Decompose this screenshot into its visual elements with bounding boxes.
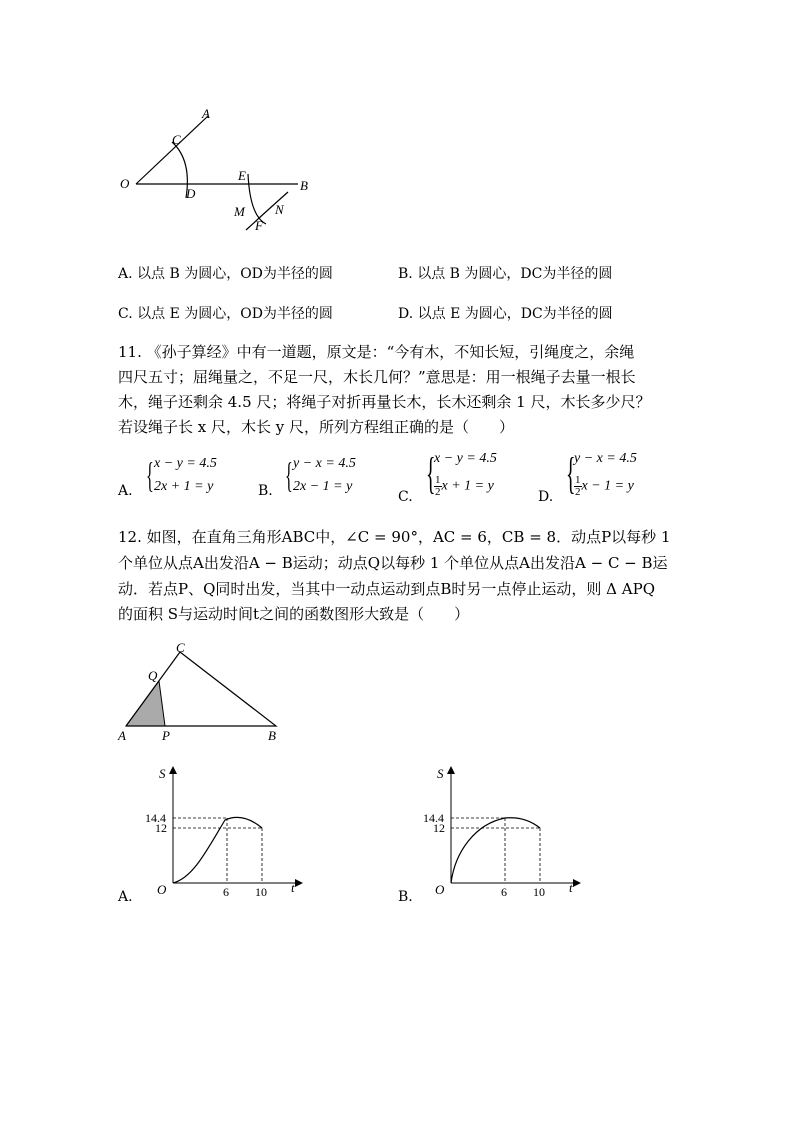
- graph-a-t-label: t: [291, 880, 295, 895]
- q10-option-a[interactable]: A. 以点 B 为圆心，OD为半径的圆: [118, 266, 333, 282]
- graph-b-xtick-6: 6: [501, 885, 507, 899]
- graph-b-t-label: t: [569, 880, 573, 895]
- graph-b-curve: [451, 818, 540, 883]
- graph-a-option-label[interactable]: A.: [118, 889, 133, 905]
- q12-line-2: 个单位从点A出发沿A − B运动；动点Q以每秒 1 个单位从点A出发沿A − C − B运: [118, 554, 668, 572]
- graph-a-y-arrow: [169, 766, 177, 774]
- q11-option-a-label[interactable]: A.: [118, 483, 133, 499]
- graph-a-origin: O: [157, 882, 167, 897]
- q12-line-4: 的面积 S与运动时间t之间的函数图形大致是（ ）: [118, 605, 470, 623]
- graph-b-ytick-144: 14.4: [423, 811, 444, 825]
- graph-a-curve: [173, 817, 262, 883]
- graph-a-xtick-10: 10: [255, 885, 267, 899]
- graph-b-s-label: S: [437, 766, 444, 781]
- graph-a-x-arrow: [295, 879, 303, 887]
- label-o: O: [120, 176, 130, 191]
- tri-label-c: C: [176, 640, 185, 655]
- fraction-half: $\frac{1}{2}$: [575, 474, 581, 498]
- q10-option-d[interactable]: D. 以点 E 为圆心，DC为半径的圆: [398, 306, 613, 322]
- graph-a-xtick-6: 6: [223, 885, 229, 899]
- q11-option-b-label[interactable]: B.: [258, 483, 273, 499]
- label-f: F: [255, 218, 263, 233]
- graph-b: [413, 760, 588, 900]
- graph-a-s-label: S: [159, 766, 166, 781]
- graph-b-origin: O: [435, 882, 445, 897]
- label-b: B: [300, 178, 308, 193]
- label-a: A: [202, 106, 210, 121]
- label-n: N: [275, 202, 284, 217]
- label-e: E: [238, 168, 246, 183]
- q11-option-c-system[interactable]: { x − y = 4.5 $\frac{1}{2}$ x + 1 = y: [426, 449, 497, 498]
- q10-option-c[interactable]: C. 以点 E 为圆心，OD为半径的圆: [118, 306, 333, 322]
- graph-b-option-label[interactable]: B.: [398, 889, 413, 905]
- graph-b-ytick-12: 12: [433, 821, 445, 835]
- q11-option-b-system[interactable]: { y − x = 4.5 2x − 1 = y: [285, 455, 356, 495]
- q11-line-2: 四尺五寸；屈绳量之，不足一尺，木长几何？”意思是：用一根绳子去量一根长: [118, 368, 636, 386]
- q12-line-3: 动．若点P、Q同时出发，当其中一动点运动到点B时另一点停止运动，则 Δ APQ: [118, 580, 656, 598]
- graph-b-xtick-10: 10: [533, 885, 545, 899]
- ray-oa: [136, 116, 208, 184]
- arc-ef: [248, 174, 266, 224]
- graph-a-ytick-144: 14.4: [145, 811, 166, 825]
- label-m: M: [234, 204, 245, 219]
- construction-figure: [110, 100, 330, 240]
- q10-option-b[interactable]: B. 以点 B 为圆心，DC为半径的圆: [398, 266, 613, 282]
- tri-label-a: A: [118, 728, 126, 743]
- q11-option-d-system[interactable]: { y − x = 4.5 $\frac{1}{2}$ x − 1 = y: [566, 449, 637, 498]
- q11-line-4: 若设绳子长 x 尺，木长 y 尺，所列方程组正确的是（ ）: [118, 418, 515, 436]
- q11-line-3: 木，绳子还剩余 4.5 尺；将绳子对折再量长木，长木还剩余 1 尺，木长多少尺？: [118, 393, 651, 411]
- triangle-figure: [112, 636, 292, 746]
- fraction-half: $\frac{1}{2}$: [435, 474, 441, 498]
- graph-b-x-arrow: [573, 879, 581, 887]
- q11-option-d-label[interactable]: D.: [538, 489, 554, 505]
- label-d: D: [186, 186, 196, 201]
- graph-a: [135, 760, 310, 900]
- graph-b-y-arrow: [447, 766, 455, 774]
- q11-option-a-system[interactable]: { x − y = 4.5 2x + 1 = y: [146, 455, 217, 495]
- q11-option-c-label[interactable]: C.: [398, 489, 413, 505]
- label-c: C: [172, 132, 181, 147]
- tri-label-q: Q: [148, 668, 158, 683]
- graph-a-ytick-12: 12: [155, 821, 167, 835]
- shaded-triangle-apq: [126, 681, 165, 726]
- q12-line-1: 12. 如图，在直角三角形ABC中，∠C = 90°，AC = 6，CB = 8．动点P以每秒 1: [118, 528, 671, 546]
- tri-label-b: B: [268, 728, 276, 743]
- tri-label-p: P: [162, 728, 170, 743]
- q11-line-1: 11. 《孙子算经》中有一道题，原文是：“今有木，不知长短，引绳度之，余绳: [118, 343, 635, 361]
